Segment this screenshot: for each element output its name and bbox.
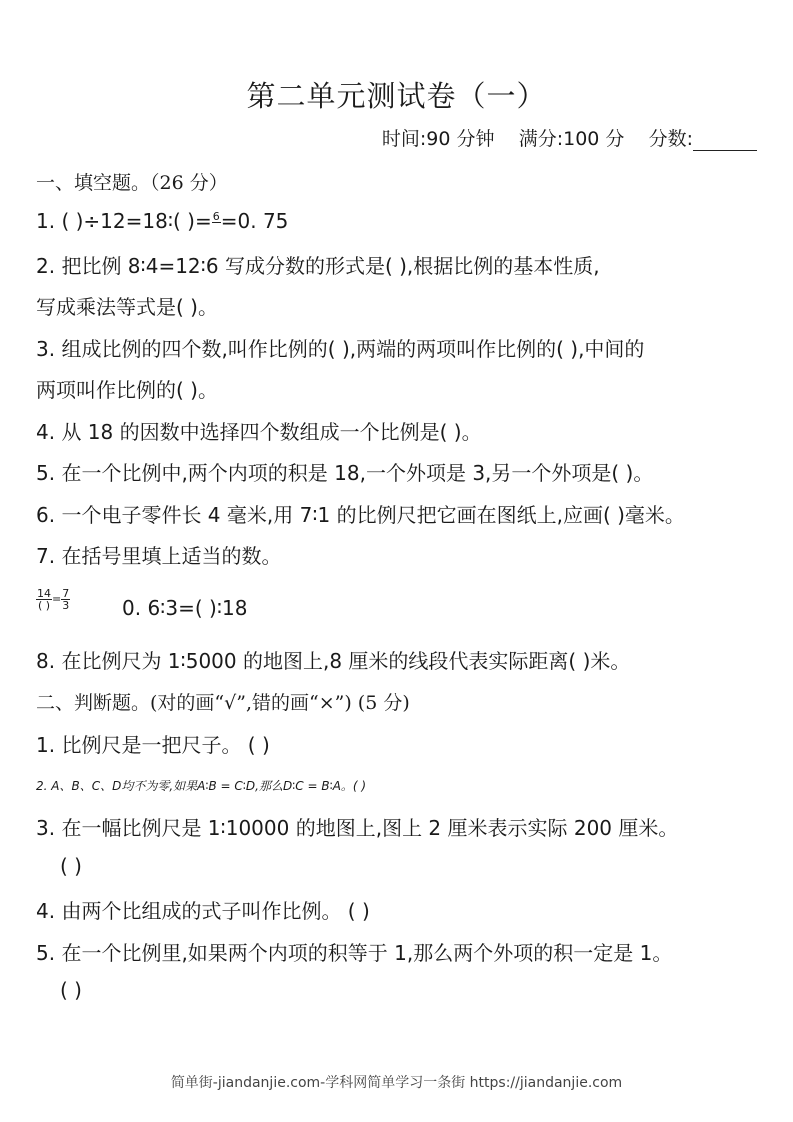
fraction-14 bbox=[36, 588, 52, 611]
question-1-7-a bbox=[36, 588, 70, 611]
question-1-6: 6. 一个电子零件长 4 毫米,用 7∶1 的比例尺把它画在图纸上,应画( )毫米。 bbox=[36, 503, 685, 527]
question-1-4: 4. 从 18 的因数中选择四个数组成一个比例是( )。 bbox=[36, 420, 482, 444]
question-2-3-paren: ( ) bbox=[60, 854, 82, 878]
footer-watermark: 简单街-jiandanjie.com-学科网简单学习一条街 https://jiandanjie.com bbox=[170, 1075, 623, 1091]
section2-heading: 二、判断题。(对的画“√”,错的画“×”) (5 分) bbox=[36, 692, 410, 714]
equals-sign: = bbox=[52, 592, 62, 606]
full-score-info: 满分:100 分 bbox=[518, 128, 625, 150]
question-1-2-line1: 2. 把比例 8∶4=12∶6 写成分数的形式是( ),根据比例的基本性质, bbox=[36, 254, 600, 278]
question-1-1-text-a: 1. ( )÷12=18∶( )= bbox=[36, 209, 212, 233]
section1-heading: 一、填空题。（26 分） bbox=[36, 172, 228, 194]
time-info: 时间:90 分钟 bbox=[381, 128, 495, 150]
question-2-5-paren: ( ) bbox=[60, 978, 82, 1002]
page-title: 第二单元测试卷（一） bbox=[246, 79, 547, 113]
fraction-denominator: ( ) bbox=[37, 599, 51, 612]
question-2-3: 3. 在一幅比例尺是 1∶10000 的地图上,图上 2 厘米表示实际 200 厘米。 bbox=[36, 816, 679, 840]
exam-meta bbox=[382, 124, 757, 151]
question-1-1 bbox=[36, 209, 288, 234]
question-1-5: 5. 在一个比例中,两个内项的积是 18,一个外项是 3,另一个外项是( )。 bbox=[36, 461, 654, 485]
fraction-7-3 bbox=[61, 588, 70, 611]
question-1-3-line2: 两项叫作比例的( )。 bbox=[36, 378, 218, 402]
question-1-1-text-b: =0. 75 bbox=[220, 209, 289, 233]
question-2-1: 1. 比例尺是一把尺子。 ( ) bbox=[36, 733, 270, 757]
question-2-5: 5. 在一个比例里,如果两个内项的积等于 1,那么两个外项的积一定是 1。 bbox=[36, 941, 673, 965]
question-2-4: 4. 由两个比组成的式子叫作比例。 ( ) bbox=[36, 899, 370, 923]
question-2-2: 2. A、B、C、D均不为零,如果A∶B = C∶D,那么D∶C = B∶A。( ) bbox=[36, 779, 367, 793]
question-1-7-b: 0. 6∶3=( )∶18 bbox=[122, 596, 248, 620]
question-1-7: 7. 在括号里填上适当的数。 bbox=[36, 544, 282, 568]
question-1-3-line1: 3. 组成比例的四个数,叫作比例的( ),两端的两项叫作比例的( ),中间的 bbox=[36, 337, 645, 361]
score-blank[interactable] bbox=[693, 132, 757, 151]
fraction-numerator: 6 bbox=[212, 210, 220, 223]
question-1-8: 8. 在比例尺为 1∶5000 的地图上,8 厘米的线段代表实际距离( )米。 bbox=[36, 649, 631, 673]
fraction-numerator: 14 bbox=[37, 587, 51, 600]
fraction-numerator: 7 bbox=[62, 587, 70, 600]
fraction-denominator: 3 bbox=[62, 599, 70, 612]
fraction-6 bbox=[212, 211, 221, 234]
score-label: 分数: bbox=[648, 128, 693, 150]
fraction-denominator bbox=[212, 223, 221, 234]
question-1-2-line2: 写成乘法等式是( )。 bbox=[36, 295, 218, 319]
